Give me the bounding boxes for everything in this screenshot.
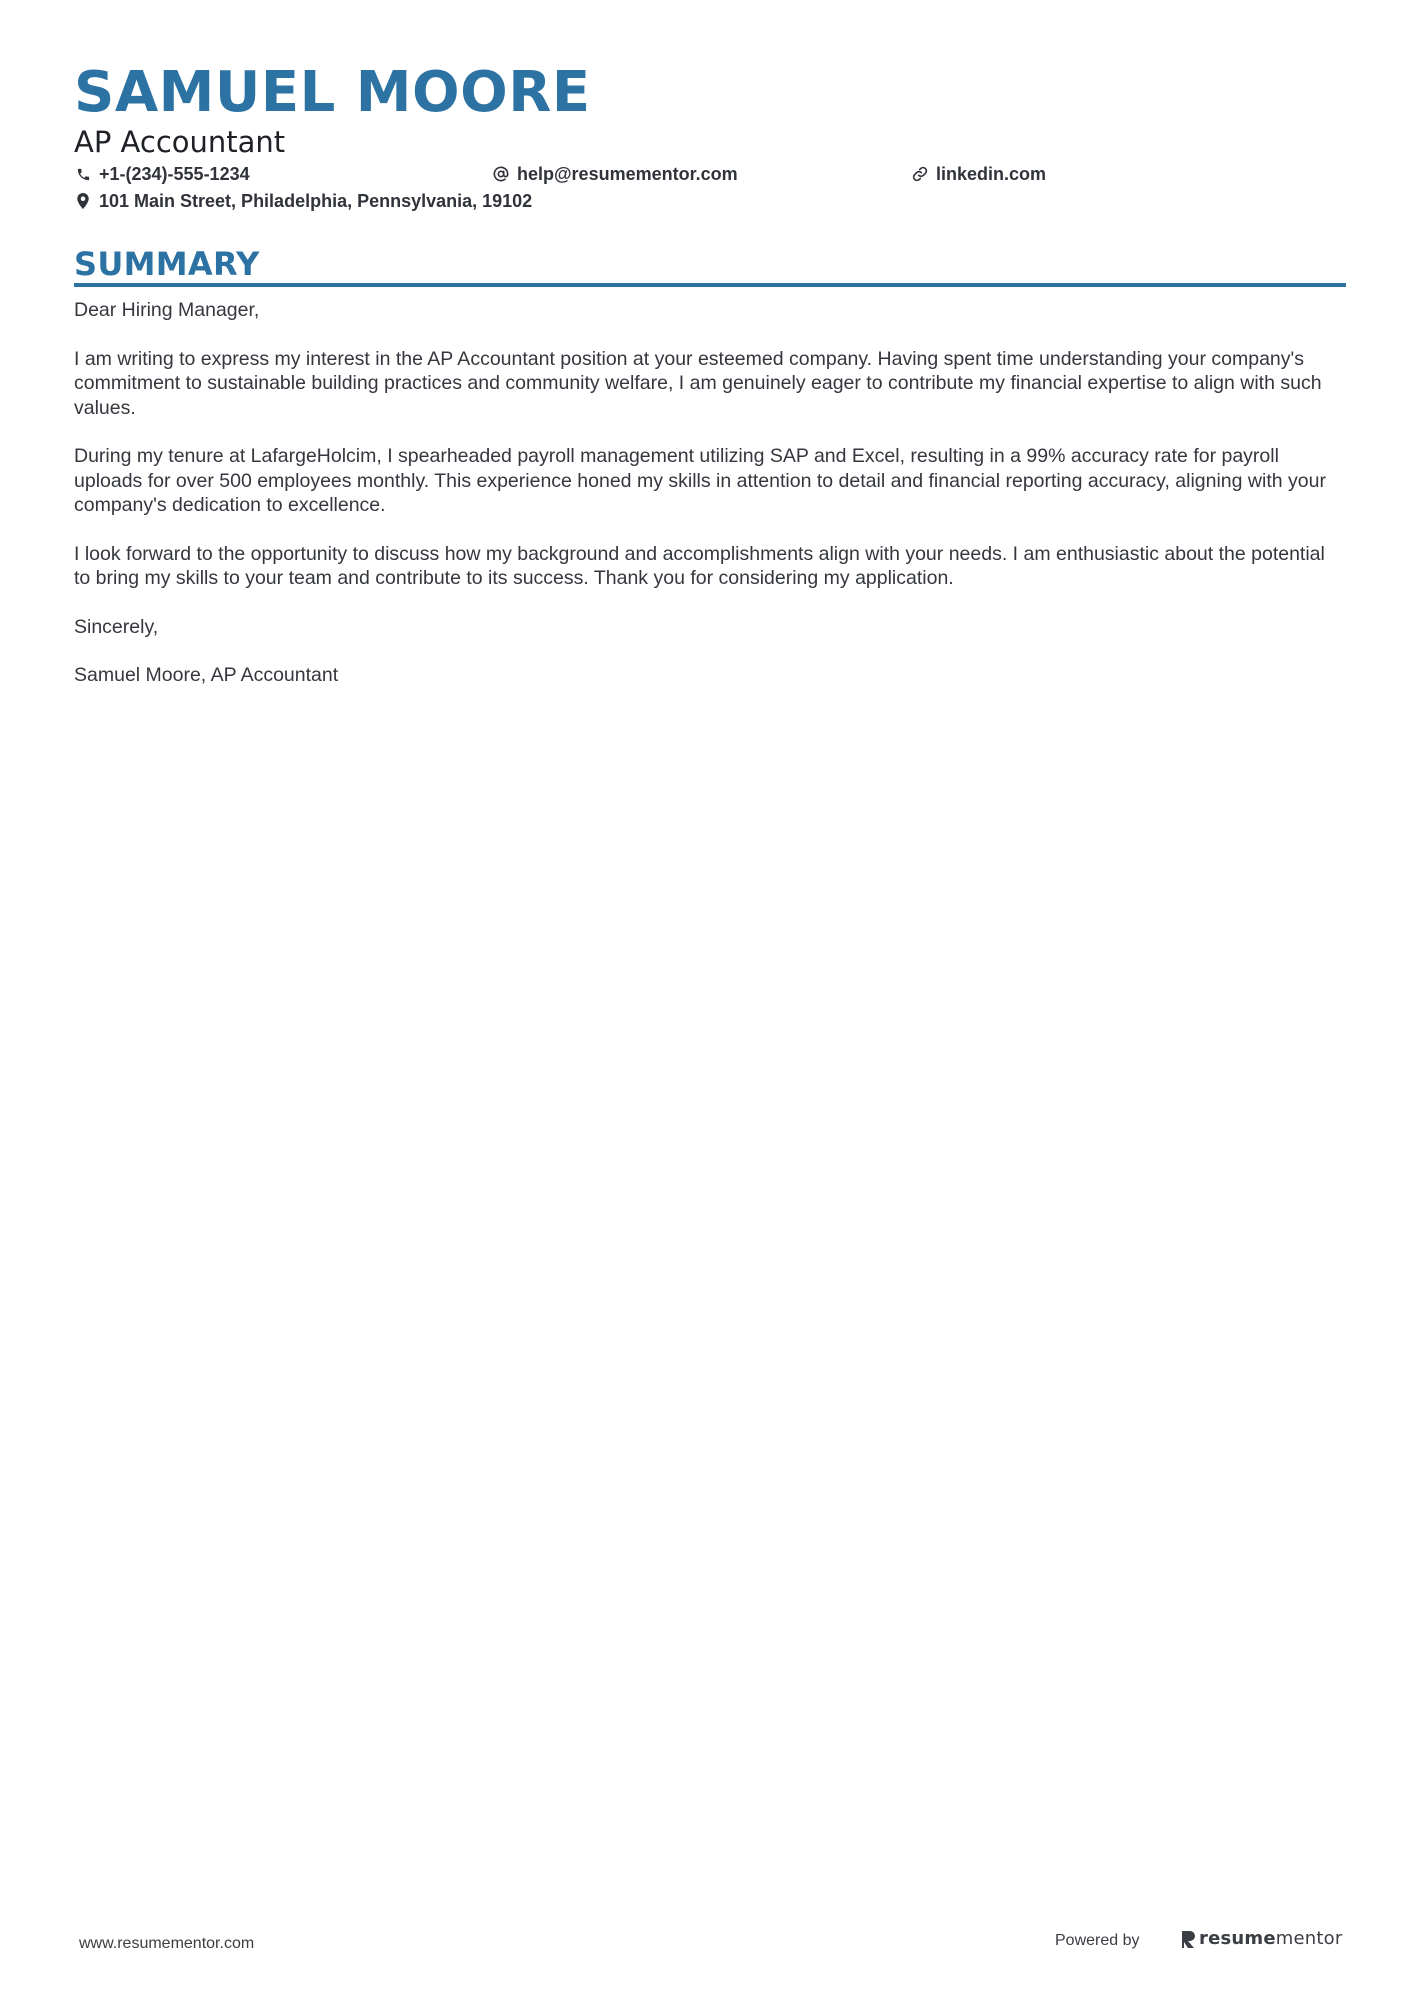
brand-text-bold: resume <box>1199 1928 1276 1949</box>
address-text: 101 Main Street, Philadelphia, Pennsylvania, 19102 <box>99 191 533 211</box>
cover-letter-body <box>74 298 1346 712</box>
resumementor-logo[interactable] <box>1180 1928 1342 1950</box>
contact-linkedin <box>911 163 1046 185</box>
letter-paragraph: I am writing to express my interest in the AP Accountant position at your esteemed company. Having spent time understanding your company's commitment to sustainable building practices and community welfare, I am genuinely eager to contribute my financial expertise to align with such values. <box>74 347 1322 419</box>
contact-address <box>74 190 532 212</box>
salutation: Dear Hiring Manager, <box>74 299 260 321</box>
link-icon <box>911 165 929 183</box>
location-pin-icon <box>74 192 92 210</box>
phone-icon <box>74 165 92 183</box>
contact-email <box>492 163 738 185</box>
phone-text: +1-(234)-555-1234 <box>99 164 250 184</box>
closing: Sincerely, <box>74 615 159 638</box>
email-text[interactable]: help@resumementor.com <box>517 164 738 184</box>
summary-heading: SUMMARY <box>74 245 260 283</box>
at-sign-icon <box>492 165 510 183</box>
footer-website-link[interactable]: www.resumementor.com <box>79 1935 255 1952</box>
candidate-name: SAMUEL MOORE <box>74 60 591 125</box>
job-title: AP Accountant <box>74 125 286 159</box>
brand-text-light: mentor <box>1275 1928 1343 1949</box>
powered-by-label: Powered by <box>1055 1932 1140 1949</box>
signature: Samuel Moore, AP Accountant <box>74 664 339 686</box>
section-divider <box>74 283 1346 287</box>
contact-phone <box>74 163 250 185</box>
resume-page <box>74 0 1346 1995</box>
resumementor-logo-icon <box>1180 1929 1196 1949</box>
letter-paragraph: I look forward to the opportunity to discuss how my background and accomplishments align with your needs. I am enthusiastic about the potential to bring my skills to your team and contribute to its success. Thank you for considering my application. <box>74 542 1325 589</box>
linkedin-text[interactable]: linkedin.com <box>936 164 1047 184</box>
letter-paragraph: During my tenure at LafargeHolcim, I spearheaded payroll management utilizing SAP and Excel, resulting in a 99% accuracy rate for payroll uploads for over 500 employees monthly. This experience honed my skills in attention to detail and financial reporting accuracy, aligning with your company's dedication to excellence. <box>74 445 1326 516</box>
